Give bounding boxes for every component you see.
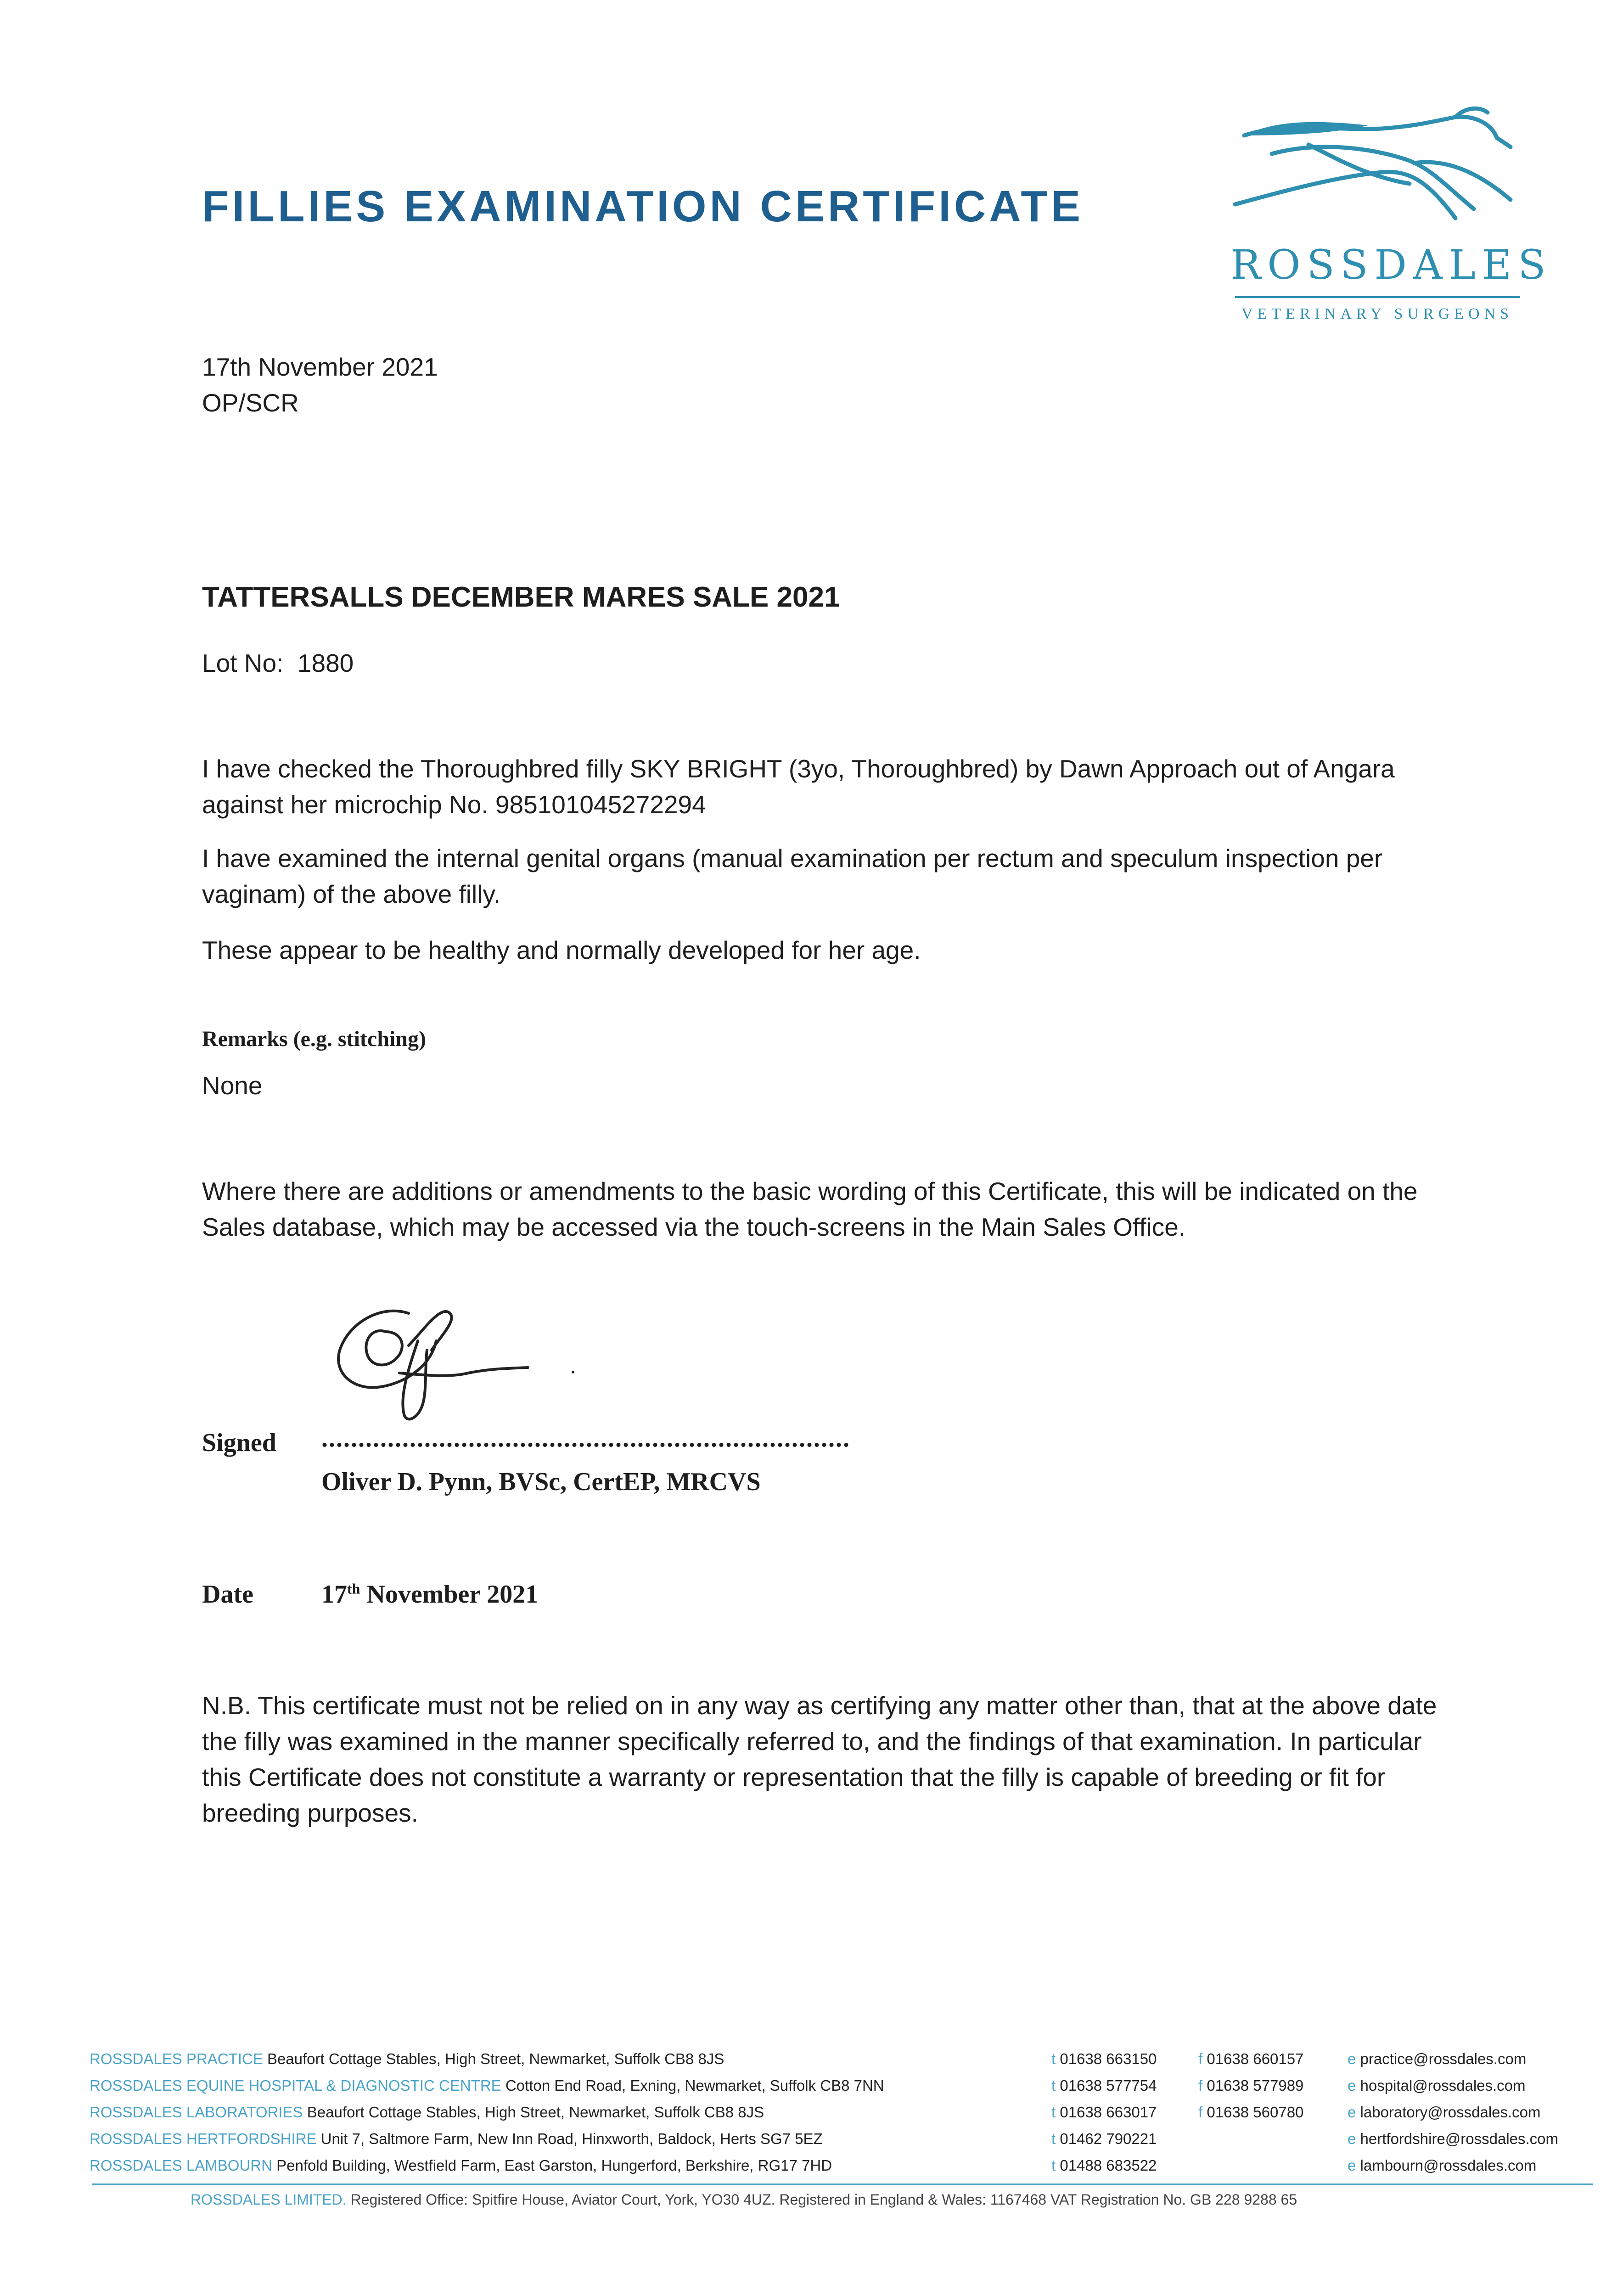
- lot-label: Lot No:: [202, 649, 284, 677]
- footer-label: ROSSDALES HERTFORDSHIRE: [90, 2130, 317, 2147]
- fax-prefix: f: [1198, 2050, 1203, 2067]
- footer-address: Cotton End Road, Exning, Newmarket, Suffolk CB8 7NN: [505, 2077, 884, 2094]
- signed-label: Signed: [202, 1429, 276, 1457]
- fax-number: 01638 577989: [1207, 2077, 1304, 2094]
- limited-label: ROSSDALES LIMITED.: [191, 2191, 347, 2208]
- footer-row-laboratories: [90, 2104, 764, 2121]
- email-address: practice@rossdales.com: [1360, 2050, 1527, 2067]
- footer-address: Beaufort Cottage Stables, High Street, Newmarket, Suffolk CB8 8JS: [307, 2104, 764, 2121]
- email-address: lambourn@rossdales.com: [1360, 2157, 1537, 2174]
- phone-number: 01638 663150: [1060, 2050, 1157, 2067]
- date-ordinal: th: [347, 1580, 360, 1597]
- handwritten-signature: [331, 1295, 588, 1433]
- email-prefix: e: [1348, 2130, 1356, 2147]
- examination-paragraph: I have examined the internal genital organs (manual examination per rectum and speculum inspection per vaginam) of the above filly.: [202, 844, 1383, 908]
- phone-number: 01462 790221: [1060, 2130, 1157, 2147]
- certificate-title: FILLIES EXAMINATION CERTIFICATE: [202, 182, 1084, 231]
- phone-number: 01638 577754: [1060, 2077, 1157, 2094]
- footer-row-hospital: [90, 2077, 884, 2094]
- fax-prefix: f: [1198, 2104, 1203, 2121]
- footer-row-practice: [90, 2050, 724, 2068]
- horse-logo-icon: [1217, 103, 1529, 241]
- date-day: 17: [321, 1580, 347, 1609]
- lot-number: [202, 645, 1442, 681]
- rossdales-logo: [1217, 103, 1552, 333]
- signatory-name: Oliver D. Pynn, BVSc, CertEP, MRCVS: [321, 1468, 761, 1496]
- footer-row-hertfordshire: [90, 2130, 823, 2148]
- limited-text: Registered Office: Spitfire House, Aviator Court, York, YO30 4UZ. Registered in England & Wales: 1167468 VAT Registration No. GB 228 9288 65: [350, 2191, 1297, 2208]
- phone-prefix: t: [1051, 2077, 1056, 2094]
- footer-label: ROSSDALES LABORATORIES: [90, 2104, 303, 2121]
- phone-number: 01638 663017: [1060, 2104, 1157, 2121]
- email-address: hospital@rossdales.com: [1360, 2077, 1526, 2094]
- footer-address: Penfold Building, Westfield Farm, East Garston, Hungerford, Berkshire, RG17 7HD: [276, 2157, 832, 2174]
- sale-title: TATTERSALLS DECEMBER MARES SALE 2021: [202, 581, 840, 613]
- disclaimer-paragraph: N.B. This certificate must not be relied on in any way as certifying any matter other than, that at the above date the filly was examined in the manner specifically referred to, and the findings of that examination. In particular this Certificate does not constitute a warranty or representation that the filly is capable of breeding or fit for breeding purposes.: [202, 1691, 1437, 1827]
- logo-wordmark: ROSSDALES: [1230, 241, 1552, 288]
- amendments-paragraph: Where there are additions or amendments to the basic wording of this Certificate, this will be indicated on the Sales database, which may be accessed via the touch-screens in the Main Sales Office.: [202, 1177, 1418, 1241]
- email-address: laboratory@rossdales.com: [1360, 2104, 1541, 2121]
- footer-row-lambourn: [90, 2157, 832, 2174]
- logo-divider: [1235, 296, 1520, 298]
- phone-prefix: t: [1051, 2104, 1056, 2121]
- fax-number: 01638 660157: [1207, 2050, 1304, 2067]
- footer-divider: [92, 2183, 1593, 2185]
- remarks-heading: Remarks (e.g. stitching): [202, 1027, 426, 1051]
- registered-office: [191, 2191, 1297, 2208]
- email-prefix: e: [1348, 2050, 1356, 2067]
- lot-value: 1880: [297, 649, 354, 677]
- fax-number: 01638 560780: [1207, 2104, 1304, 2121]
- reference: OP/SCR: [202, 388, 299, 417]
- email-prefix: e: [1348, 2104, 1356, 2121]
- footer-label: ROSSDALES EQUINE HOSPITAL & DIAGNOSTIC CENTRE: [90, 2077, 501, 2094]
- identification-paragraph: I have checked the Thoroughbred filly SKY BRIGHT (3yo, Thoroughbred) by Dawn Approach out of Angara against her microchip No. 985101045272294: [202, 754, 1395, 819]
- findings-paragraph: These appear to be healthy and normally developed for her age.: [202, 936, 921, 964]
- date-label: Date: [202, 1580, 253, 1609]
- phone-prefix: t: [1051, 2050, 1056, 2067]
- phone-prefix: t: [1051, 2130, 1056, 2147]
- footer-label: ROSSDALES LAMBOURN: [90, 2157, 272, 2174]
- signature-line: ........................................................................: [321, 1424, 850, 1452]
- logo-subtitle: VETERINARY SURGEONS: [1241, 305, 1514, 322]
- phone-number: 01488 683522: [1060, 2157, 1157, 2174]
- fax-prefix: f: [1198, 2077, 1203, 2094]
- signed-date: [321, 1580, 538, 1609]
- footer-address: Unit 7, Saltmore Farm, New Inn Road, Hinxworth, Baldock, Herts SG7 5EZ: [320, 2130, 823, 2147]
- email-prefix: e: [1348, 2077, 1356, 2094]
- footer-address: Beaufort Cottage Stables, High Street, Newmarket, Suffolk CB8 8JS: [267, 2050, 724, 2067]
- date-rest: November 2021: [366, 1580, 539, 1609]
- email-address: hertfordshire@rossdales.com: [1360, 2130, 1559, 2147]
- footer-label: ROSSDALES PRACTICE: [90, 2050, 263, 2067]
- remarks-value: None: [202, 1071, 263, 1100]
- issue-date: 17th November 2021: [202, 353, 438, 381]
- email-prefix: e: [1348, 2157, 1356, 2174]
- phone-prefix: t: [1051, 2157, 1056, 2174]
